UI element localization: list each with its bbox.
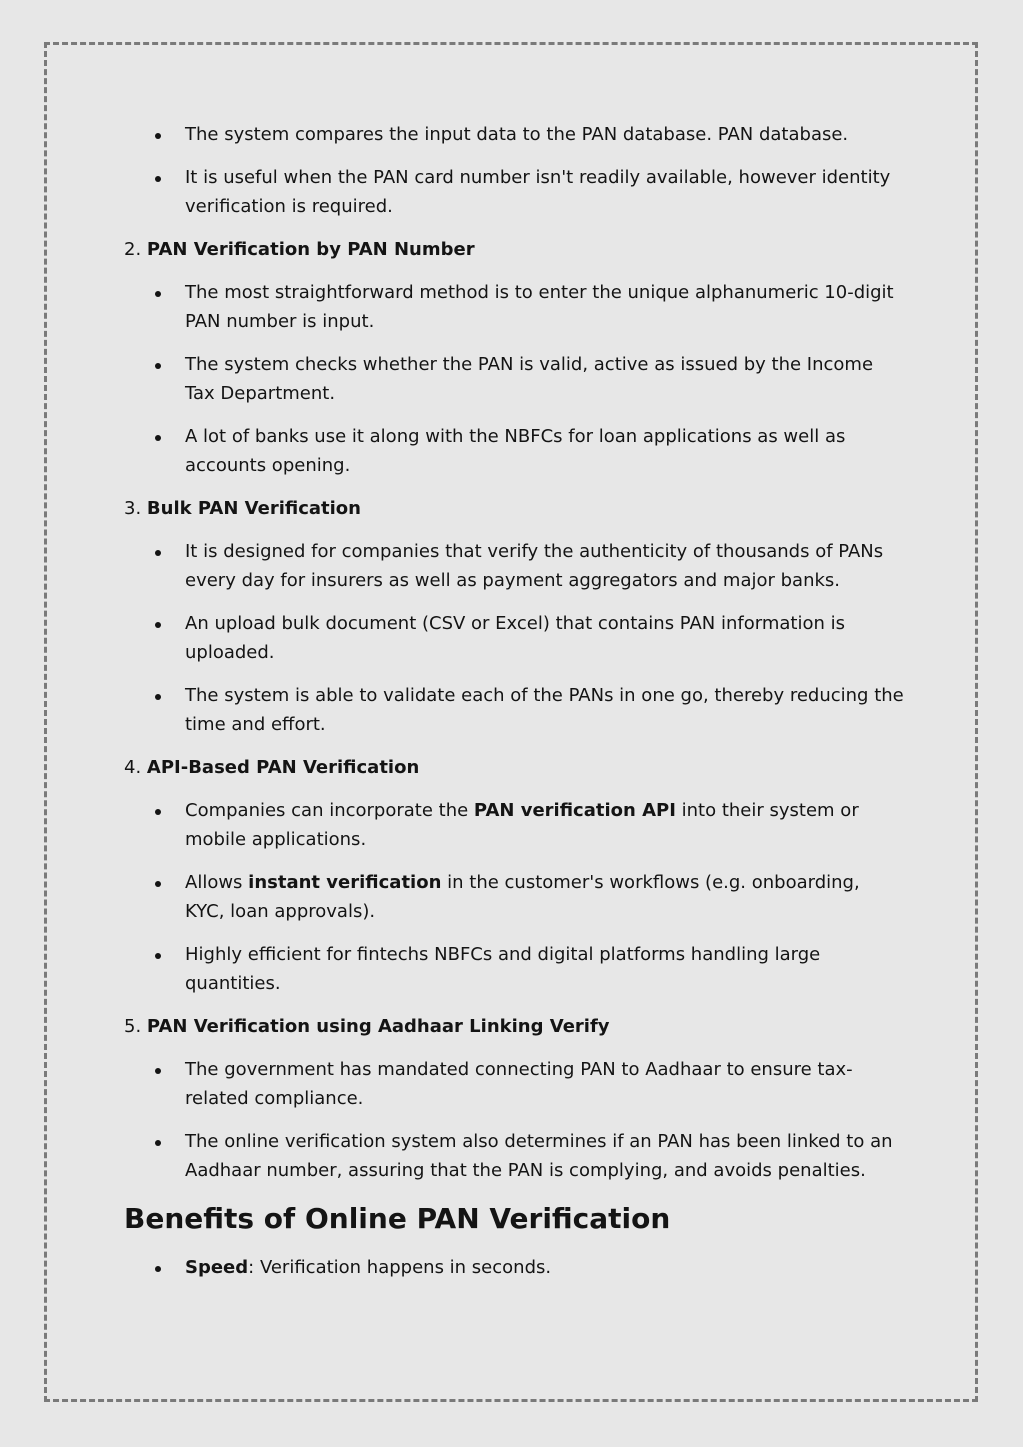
intro-bullet-list [124, 120, 904, 221]
list-item [185, 1253, 904, 1282]
section-heading [124, 235, 904, 264]
list-item: Highly efficient for fintechs NBFCs and digital platforms handling large quantities. [185, 940, 904, 998]
section-title: Bulk PAN Verification [146, 498, 361, 519]
bold-term: PAN verification API [473, 800, 676, 821]
list-item: The most straightforward method is to enter the unique alphanumeric 10-digit PAN number is input. [185, 278, 904, 336]
section-heading [124, 1012, 904, 1041]
list-item: The government has mandated connecting PAN to Aadhaar to ensure tax-related compliance. [185, 1055, 904, 1113]
section-number: 5. [124, 1016, 142, 1037]
section-heading [124, 753, 904, 782]
bold-term: Speed [185, 1257, 249, 1278]
section-title: API-Based PAN Verification [146, 757, 420, 778]
text-run: Companies can incorporate the [185, 800, 474, 821]
list-item: The system checks whether the PAN is valid, active as issued by the Income Tax Department. [185, 350, 904, 408]
section-bullet-list [124, 537, 904, 739]
section-number: 4. [124, 757, 142, 778]
list-item [185, 796, 904, 854]
list-item: It is designed for companies that verify the authenticity of thousands of PANs every day for insurers as well as payment aggregators and major banks. [185, 537, 904, 595]
section-title: PAN Verification using Aadhaar Linking Verify [146, 1016, 610, 1037]
section-bullet-list [124, 1055, 904, 1185]
bold-term: instant verification [248, 872, 442, 893]
list-item: The system is able to validate each of the PANs in one go, thereby reducing the time and effort. [185, 681, 904, 739]
text-run: in the customer's workflows (e.g. onboarding, KYC, loan approvals). [185, 872, 860, 922]
text-run: Allows [185, 872, 249, 893]
section-number: 2. [124, 239, 142, 260]
list-item: An upload bulk document (CSV or Excel) that contains PAN information is uploaded. [185, 609, 904, 667]
text-run: into their system or mobile applications. [185, 800, 859, 850]
list-item: The online verification system also determines if an PAN has been linked to an Aadhaar number, assuring that the PAN is complying, and avoids penalties. [185, 1127, 904, 1185]
section-title: PAN Verification by PAN Number [146, 239, 475, 260]
list-item: A lot of banks use it along with the NBFCs for loan applications as well as accounts opening. [185, 422, 904, 480]
section-heading [124, 494, 904, 523]
document-body [124, 120, 904, 1296]
list-item: The system compares the input data to the PAN database. PAN database. [185, 120, 904, 149]
benefits-bullet-list [124, 1253, 904, 1282]
text-run: : Verification happens in seconds. [248, 1257, 552, 1278]
section-bullet-list [124, 278, 904, 480]
section-bullet-list [124, 796, 904, 998]
list-item: It is useful when the PAN card number isn't readily available, however identity verification is required. [185, 163, 904, 221]
section-number: 3. [124, 498, 142, 519]
list-item [185, 868, 904, 926]
benefits-heading: Benefits of Online PAN Verification [124, 1202, 671, 1235]
